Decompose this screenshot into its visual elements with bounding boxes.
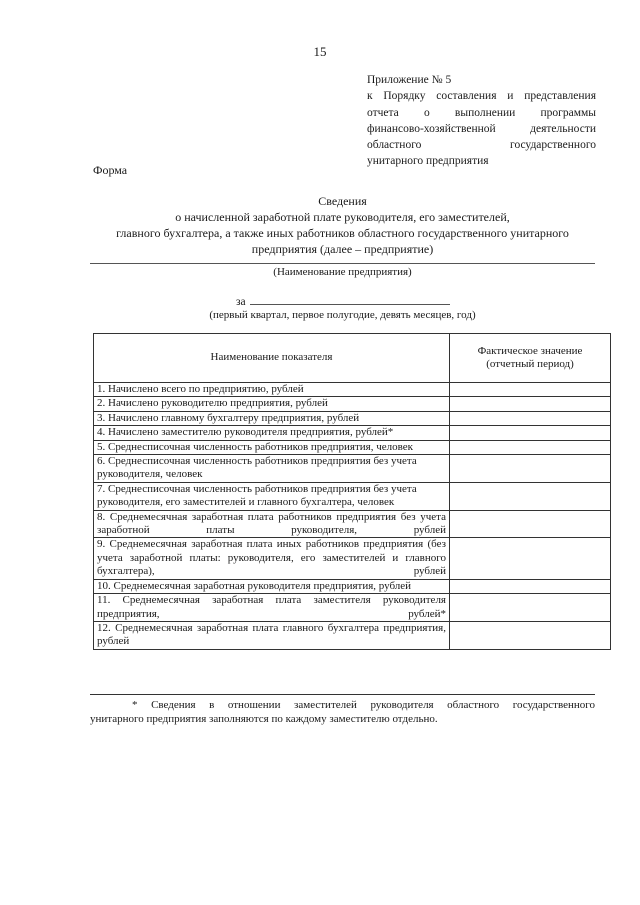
footnote-divider: [90, 694, 595, 695]
appendix-header: [367, 72, 596, 170]
footnote-line-1: * Сведения в отношении заместителей руководителя областного государственного: [132, 699, 595, 711]
appendix-line: к Порядку составления и представления: [367, 90, 596, 103]
row-value[interactable]: [450, 594, 611, 622]
title-line: главного бухгалтера, а также иных работников областного государственного унитарного: [116, 226, 569, 240]
title-line: предприятия (далее – предприятие): [251, 242, 434, 256]
row-value[interactable]: [450, 397, 611, 411]
title-line: о начисленной заработной плате руководителя, его заместителей,: [175, 210, 510, 224]
title-line: Сведения: [318, 194, 367, 208]
appendix-line: областного государственного: [367, 139, 596, 152]
row-label: 10. Среднемесячная заработная руководителя предприятия, рублей: [94, 579, 450, 593]
appendix-line: отчета о выполнении программы: [367, 106, 596, 119]
row-label: 6. Среднесписочная численность работников предприятия без учета руководителя, человек: [94, 455, 450, 483]
row-value[interactable]: [450, 510, 611, 538]
row-value[interactable]: [450, 621, 611, 649]
table-row: [94, 538, 611, 579]
enterprise-name-caption: (Наименование предприятия): [273, 266, 412, 278]
row-value[interactable]: [450, 538, 611, 579]
indicators-table: [93, 333, 611, 650]
row-value[interactable]: [450, 440, 611, 454]
appendix-line: Приложение № 5: [367, 74, 452, 86]
header-indicator: Наименование показателя: [94, 334, 450, 383]
table-header-row: [94, 334, 611, 383]
row-label: 4. Начислено заместителю руководителя предприятия, рублей*: [94, 426, 450, 440]
document-title: [90, 193, 595, 257]
row-value[interactable]: [450, 383, 611, 397]
row-label: 11. Среднемесячная заработная плата заместителя руководителя предприятия, рублей*: [94, 594, 450, 622]
row-value[interactable]: [450, 411, 611, 425]
table-row: [94, 455, 611, 483]
period-caption: (первый квартал, первое полугодие, девять месяцев, год): [209, 309, 476, 321]
footnote: [90, 698, 595, 726]
period-field[interactable]: [250, 293, 450, 305]
row-label: 12. Среднемесячная заработная плата главного бухгалтера предприятия, рублей: [94, 621, 450, 649]
row-label: 9. Среднемесячная заработная плата иных работников предприятия (без учета заработной платы: руководителя, его заместителей и главного бухгалтера), рублей: [94, 538, 450, 579]
period-prefix: за: [236, 296, 246, 308]
row-label: 5. Среднесписочная численность работников предприятия, человек: [94, 440, 450, 454]
row-value[interactable]: [450, 482, 611, 510]
table-row: [94, 440, 611, 454]
enterprise-name-field[interactable]: [90, 263, 595, 264]
table-row: [94, 426, 611, 440]
table-row: [94, 411, 611, 425]
table-row: [94, 397, 611, 411]
table-row: [94, 621, 611, 649]
row-value[interactable]: [450, 455, 611, 483]
appendix-line: финансово-хозяйственной деятельности: [367, 122, 596, 135]
footnote-line-2: унитарного предприятия заполняются по каждому заместителю отдельно.: [90, 713, 438, 725]
row-value[interactable]: [450, 426, 611, 440]
row-label: 2. Начислено руководителю предприятия, рублей: [94, 397, 450, 411]
form-label: Форма: [93, 163, 128, 177]
table-row: [94, 510, 611, 538]
appendix-line: унитарного предприятия: [367, 155, 489, 168]
period-row: [236, 293, 450, 308]
row-label: 3. Начислено главному бухгалтеру предприятия, рублей: [94, 411, 450, 425]
table-row: [94, 594, 611, 622]
row-label: 8. Среднемесячная заработная плата работников предприятия без учета заработной платы руководителя, рублей: [94, 510, 450, 538]
header-value: Фактическое значение (отчетный период): [450, 334, 611, 383]
page-number: 15: [313, 44, 327, 59]
row-label: 7. Среднесписочная численность работников предприятия без учета руководителя, его заместителей и главного бухгалтера, человек: [94, 482, 450, 510]
table-row: [94, 383, 611, 397]
row-value[interactable]: [450, 579, 611, 593]
table-row: [94, 579, 611, 593]
table-row: [94, 482, 611, 510]
row-label: 1. Начислено всего по предприятию, рублей: [94, 383, 450, 397]
